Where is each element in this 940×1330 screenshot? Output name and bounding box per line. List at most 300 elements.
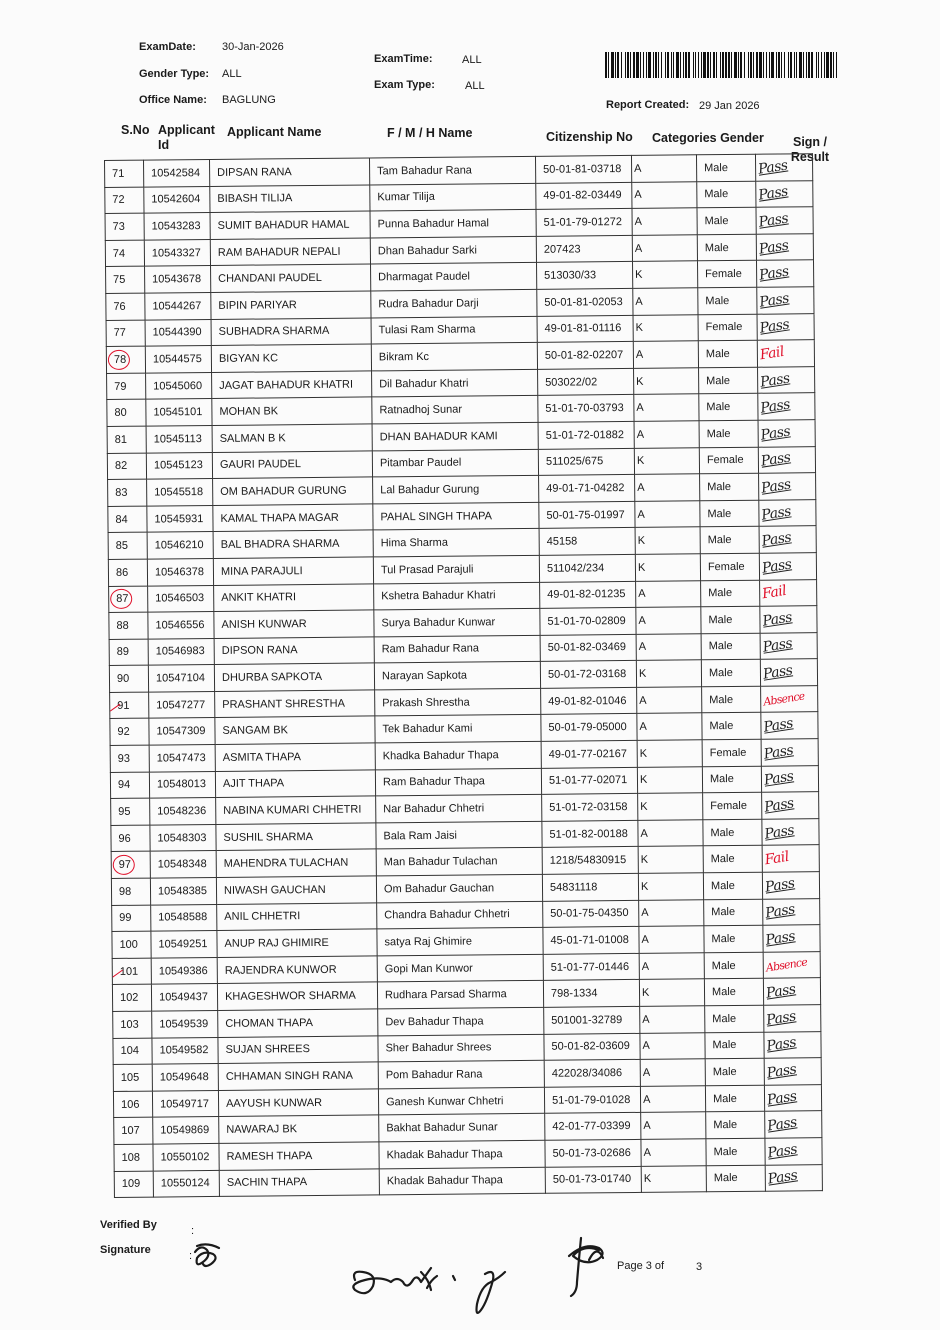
gender-cell (697, 207, 756, 234)
citizenship-cell (541, 687, 637, 715)
fmh-name-cell (370, 183, 536, 211)
category-text: K (640, 880, 649, 893)
handwritten-result: Pass (760, 556, 793, 577)
result-cell (762, 819, 819, 846)
applicant-id-text: 10545101 (153, 406, 203, 419)
report-created-value: 29 Jan 2026 (699, 100, 760, 112)
col-fmh-name: F / M / H Name (387, 126, 473, 140)
fmh-name-cell (378, 1087, 544, 1115)
gender-text: Female (707, 560, 745, 573)
gender-text: Male (712, 1039, 737, 1052)
sno-cell (113, 1038, 152, 1065)
applicant-name-cell (213, 557, 373, 585)
gender-type-value: ALL (222, 68, 242, 80)
gender-text: Male (712, 1065, 737, 1079)
citizenship-cell (543, 900, 639, 928)
applicant-name-text: KHAGESHWOR SHARMA (224, 989, 356, 1004)
gender-text: Female (705, 321, 743, 334)
citizenship-cell (539, 501, 635, 529)
fmh-name-cell (378, 1007, 544, 1035)
citizenship-text: 50-01-73-02686 (552, 1146, 631, 1160)
applicant-id-cell (153, 1117, 219, 1144)
sno-cell (114, 1117, 153, 1144)
category-text: A (642, 1066, 651, 1079)
fmh-name-cell (376, 874, 542, 902)
gender-cell (701, 606, 760, 633)
sno-cell (114, 1144, 153, 1171)
gender-text: Female (710, 799, 747, 813)
exam-time-value: ALL (462, 54, 482, 66)
sno-cell (109, 586, 148, 613)
fmh-name-text: Lal Bahadur Gurung (380, 483, 480, 497)
category-cell (640, 1006, 705, 1033)
fmh-name-text: Chandra Bahadur Chhetri (384, 908, 510, 922)
applicant-id-text: 10548348 (157, 858, 207, 871)
handwritten-result: Absence (762, 689, 806, 709)
fmh-name-text: Tul Prasad Parajuli (380, 563, 474, 577)
applicant-id-cell (151, 984, 217, 1011)
citizenship-text: 50-01-75-04350 (550, 907, 629, 921)
citizenship-cell (538, 421, 634, 449)
citizenship-cell (543, 953, 639, 981)
fmh-name-text: Prakash Shrestha (382, 696, 470, 710)
handwritten-result: Pass (759, 396, 791, 417)
citizenship-text: 513030/33 (544, 269, 597, 282)
applicant-id-text: 10544390 (152, 326, 202, 339)
category-cell (639, 899, 704, 926)
applicant-name-text: ASMITA THAPA (222, 750, 302, 764)
category-cell (632, 181, 697, 208)
exam-time-label: ExamTime: (374, 53, 433, 65)
citizenship-text: 49-01-77-02167 (548, 747, 628, 761)
result-cell (765, 1111, 822, 1138)
fmh-name-cell (377, 981, 543, 1009)
serial-number: 71 (112, 167, 125, 180)
col-applicant-name: Applicant Name (227, 125, 322, 139)
citizenship-cell (544, 1006, 640, 1034)
handwritten-result: Pass (761, 635, 794, 657)
applicant-name-text: NIWASH GAUCHAN (223, 883, 326, 897)
handwritten-result: Pass (757, 183, 789, 205)
fmh-name-text: Om Bahadur Gauchan (383, 882, 495, 896)
category-text: A (635, 348, 644, 361)
applicant-id-cell (145, 292, 211, 319)
citizenship-cell (540, 581, 636, 609)
fmh-name-text: Nar Bahadur Chhetri (383, 802, 485, 816)
applicant-id-cell (146, 372, 212, 399)
applicant-name-text: RAM BAHADUR NEPALI (217, 245, 341, 259)
gender-cell (700, 527, 759, 554)
result-cell (761, 765, 818, 792)
fmh-name-cell (374, 582, 540, 610)
fmh-name-cell (373, 555, 539, 583)
gender-text: Male (707, 534, 732, 547)
applicant-name-text: CHHAMAN SINGH RANA (225, 1069, 353, 1083)
page-indicator: Page 3 of (617, 1260, 665, 1272)
result-cell (757, 340, 814, 367)
category-text: A (637, 508, 645, 521)
gender-text: Male (711, 906, 736, 919)
applicant-id-cell (149, 745, 215, 772)
sno-cell (108, 532, 147, 559)
fmh-name-text: Kshetra Bahadur Khatri (381, 589, 496, 603)
result-cell (758, 366, 815, 393)
category-cell (636, 580, 701, 607)
category-cell (632, 235, 697, 262)
citizenship-text: 51-01-70-02809 (547, 614, 626, 628)
sno-cell (107, 373, 146, 400)
handwritten-result: Pass (763, 822, 796, 843)
gender-text: Male (704, 161, 729, 175)
category-cell (636, 607, 701, 634)
result-cell (765, 1138, 822, 1165)
applicant-id-text: 10549251 (158, 938, 208, 951)
citizenship-cell (542, 847, 638, 875)
gender-text: Male (711, 932, 736, 946)
category-cell (641, 1139, 706, 1166)
applicant-name-text: DIPSAN RANA (217, 165, 292, 179)
category-cell (637, 740, 702, 767)
serial-number: 109 (121, 1178, 141, 1191)
applicant-name-text: PRASHANT SHRESTHA (222, 697, 345, 711)
result-cell (759, 473, 816, 500)
serial-number: 76 (113, 300, 126, 313)
result-cell (762, 792, 819, 819)
citizenship-cell (538, 368, 634, 396)
fmh-name-cell (378, 1034, 544, 1062)
applicant-name-text: MOHAN BK (219, 405, 279, 419)
gender-text: Male (709, 720, 734, 733)
applicant-id-cell (147, 558, 213, 585)
applicant-name-text: NABINA KUMARI CHHETRI (223, 803, 362, 817)
result-cell (760, 606, 817, 633)
applicant-id-cell (152, 1090, 218, 1117)
applicant-id-text: 10545931 (154, 512, 204, 526)
category-cell (634, 447, 699, 474)
serial-number: 88 (116, 619, 129, 632)
gender-cell (703, 872, 762, 899)
sno-cell (107, 453, 146, 480)
handwritten-result: Pass (760, 476, 792, 497)
gender-cell (702, 713, 761, 740)
sno-cell (109, 665, 148, 692)
handwritten-result: Pass (761, 609, 793, 630)
category-text: A (637, 481, 645, 494)
applicant-id-text: 10543283 (151, 220, 201, 233)
applicant-id-text: 10548013 (156, 778, 207, 791)
applicant-id-text: 10544267 (152, 299, 202, 313)
col-categories-gender: Categories Gender (652, 131, 764, 145)
citizenship-text: 51-01-79-01272 (543, 216, 622, 229)
sno-cell (110, 745, 149, 772)
category-text: A (642, 1040, 650, 1053)
applicant-name-cell (216, 823, 376, 851)
category-cell (641, 1165, 706, 1192)
result-cell (761, 686, 818, 713)
sno-cell (110, 772, 149, 799)
category-cell (633, 314, 698, 341)
serial-number: 72 (112, 194, 125, 207)
citizenship-text: 49-01-82-03449 (543, 189, 622, 203)
citizenship-cell (542, 873, 638, 901)
fmh-name-text: Ram Bahadur Thapa (382, 775, 485, 789)
citizenship-cell (536, 209, 632, 237)
gender-cell (703, 792, 762, 819)
citizenship-text: 51-01-82-00188 (549, 827, 628, 841)
applicant-name-text: BIBASH TILIJA (217, 192, 293, 206)
sno-cell (114, 1171, 153, 1198)
result-cell (758, 420, 815, 447)
gender-cell (700, 553, 759, 580)
citizenship-text: 50-01-73-01740 (552, 1173, 632, 1187)
category-cell (638, 793, 703, 820)
gender-cell (699, 447, 758, 474)
category-text: K (637, 561, 646, 574)
gender-cell (705, 1032, 764, 1059)
applicant-id-cell (144, 159, 210, 186)
handwritten-signatures (185, 1230, 645, 1325)
citizenship-cell (542, 794, 638, 822)
handwritten-result: Pass (765, 1034, 798, 1056)
citizenship-text: 511025/675 (545, 455, 604, 469)
applicant-id-text: 10550124 (160, 1177, 210, 1190)
exam-date-value: 30-Jan-2026 (222, 41, 284, 53)
category-cell (634, 394, 699, 421)
category-cell (632, 208, 697, 235)
handwritten-result: Pass (764, 901, 796, 923)
category-text: K (643, 1173, 652, 1186)
category-text: A (638, 614, 646, 627)
category-text: K (636, 375, 644, 388)
serial-number: 82 (114, 460, 128, 473)
applicant-name-text: OM BAHADUR GURUNG (220, 484, 347, 498)
applicant-id-cell (148, 612, 214, 639)
applicant-id-cell (146, 452, 212, 479)
applicant-name-text: SUMIT BAHADUR HAMAL (217, 218, 350, 232)
fmh-name-cell (371, 263, 537, 291)
citizenship-text: 51-01-72-01882 (545, 428, 625, 442)
serial-number: 73 (112, 220, 125, 233)
sno-cell (111, 878, 150, 905)
sno-cell (106, 346, 145, 373)
category-cell (635, 474, 700, 501)
applicant-name-text: DHURBA SAPKOTA (221, 671, 323, 684)
fmh-name-cell (379, 1140, 545, 1168)
applicant-id-cell (149, 771, 215, 798)
exam-type-value: ALL (465, 80, 485, 92)
category-text: A (639, 694, 647, 707)
fmh-name-cell (375, 715, 541, 743)
applicant-name-cell (218, 1062, 378, 1090)
category-text: A (634, 242, 643, 255)
applicant-id-text: 10547277 (156, 698, 206, 712)
applicant-id-cell (153, 1170, 219, 1197)
applicant-id-text: 10545518 (154, 485, 204, 499)
exam-type-label: Exam Type: (374, 79, 435, 91)
category-cell (634, 368, 699, 395)
exam-date-label: ExamDate: (139, 41, 196, 53)
category-cell (641, 1112, 706, 1139)
gender-cell (705, 1058, 764, 1085)
citizenship-text: 798-1334 (550, 987, 598, 1000)
fmh-name-cell (374, 662, 540, 690)
fmh-name-cell (372, 369, 538, 397)
category-text: A (638, 641, 647, 654)
citizenship-cell (535, 155, 631, 183)
citizenship-text: 49-01-82-01046 (548, 694, 627, 708)
fmh-name-cell (373, 529, 539, 557)
citizenship-text: 51-01-79-01028 (551, 1093, 631, 1107)
citizenship-text: 50-01-79-05000 (548, 721, 627, 735)
fmh-name-cell (375, 688, 541, 716)
sno-cell (109, 639, 148, 666)
applicant-name-text: SALMAN B K (219, 432, 286, 445)
applicant-name-text: BAL BHADRA SHARMA (220, 537, 340, 552)
fmh-name-text: Pitambar Paudel (379, 456, 462, 470)
citizenship-cell (539, 528, 635, 556)
gender-type-label: Gender Type: (139, 68, 210, 80)
applicant-id-text: 10546503 (155, 592, 205, 605)
category-text: K (639, 774, 648, 787)
gender-text: Male (710, 879, 735, 893)
applicant-name-cell (216, 849, 376, 877)
gender-cell (697, 234, 756, 261)
sno-cell (105, 213, 144, 240)
fmh-name-text: Khadka Bahadur Thapa (382, 749, 499, 763)
fmh-name-text: Dev Bahadur Thapa (385, 1015, 484, 1029)
fmh-name-cell (372, 449, 538, 477)
applicant-name-cell (218, 1036, 378, 1064)
result-cell (759, 526, 816, 553)
citizenship-text: 51-01-70-03793 (545, 402, 624, 415)
applicant-id-cell (145, 266, 211, 293)
gender-text: Male (708, 640, 733, 653)
citizenship-cell (544, 1060, 640, 1088)
sno-cell (109, 612, 148, 639)
applicant-id-text: 10544575 (152, 353, 202, 366)
category-text: A (643, 1146, 651, 1159)
fmh-name-cell (375, 741, 541, 769)
citizenship-cell (544, 1033, 640, 1061)
citizenship-text: 49-01-81-01116 (544, 322, 622, 336)
category-text: A (634, 162, 642, 175)
applicant-id-cell (149, 718, 215, 745)
applicant-id-cell (147, 532, 213, 559)
handwritten-result: Pass (765, 1008, 797, 1029)
applicant-name-text: GAURI PAUDEL (219, 458, 302, 472)
serial-number: 95 (118, 805, 131, 818)
fmh-name-text: Ganesh Kunwar Chhetri (385, 1094, 504, 1108)
category-cell (640, 1032, 705, 1059)
gender-text: Male (706, 401, 731, 414)
verified-by-label: Verified By (100, 1219, 157, 1231)
col-applicant-id: Applicant Id (158, 123, 215, 152)
applicant-id-text: 10549386 (158, 964, 208, 978)
gender-cell (704, 925, 763, 952)
fmh-name-text: Rudra Bahadur Darji (378, 297, 479, 311)
category-text: K (635, 269, 643, 282)
applicant-name-cell (214, 637, 374, 665)
citizenship-text: 49-01-82-01235 (547, 588, 626, 602)
citizenship-cell (537, 288, 633, 316)
serial-number: 102 (119, 991, 139, 1005)
applicant-name-cell (211, 264, 371, 292)
citizenship-text: 45158 (546, 535, 578, 548)
fmh-name-text: Tek Bahadur Kami (382, 722, 473, 736)
handwritten-result: Pass (763, 795, 795, 816)
sno-cell (108, 559, 147, 586)
applicant-name-text: CHOMAN THAPA (225, 1016, 313, 1030)
serial-number: 90 (116, 672, 130, 685)
applicant-id-cell (152, 1010, 218, 1037)
fmh-name-cell (374, 608, 540, 636)
fmh-name-text: Man Bahadur Tulachan (383, 855, 498, 869)
result-cell (757, 313, 814, 340)
applicant-name-text: SUSHIL SHARMA (223, 830, 314, 844)
citizenship-text: 501001-32789 (551, 1013, 623, 1027)
sno-cell (107, 426, 146, 453)
sno-cell (111, 852, 150, 879)
applicant-name-cell (217, 982, 377, 1010)
sno-cell (107, 399, 146, 426)
applicant-id-text: 10547309 (156, 725, 206, 738)
applicant-name-text: ANKIT KHATRI (221, 591, 297, 605)
applicant-name-cell (213, 477, 373, 505)
fmh-name-text: Bakhat Bahadur Sunar (386, 1121, 498, 1135)
handwritten-result: Pass (760, 502, 792, 524)
sno-cell (112, 984, 151, 1011)
applicant-name-cell (218, 1009, 378, 1037)
category-cell (635, 501, 700, 528)
applicant-name-cell (219, 1168, 379, 1196)
applicant-id-cell (146, 425, 212, 452)
gender-cell (698, 287, 757, 314)
serial-number: 87 (116, 593, 129, 606)
result-cell (764, 1005, 821, 1032)
handwritten-result: Pass (760, 529, 793, 550)
category-text: A (634, 189, 642, 202)
citizenship-text: 49-01-71-04282 (546, 481, 625, 495)
applicant-name-text: ANISH KUNWAR (221, 617, 307, 631)
result-cell (756, 180, 813, 207)
applicant-name-cell (217, 956, 377, 984)
fmh-name-text: Bikram Kc (378, 350, 430, 364)
applicant-name-text: RAJENDRA KUNWOR (224, 963, 337, 977)
category-cell (638, 873, 703, 900)
sno-cell (106, 266, 145, 293)
sno-cell (112, 931, 151, 958)
citizenship-text: 50-01-72-03168 (547, 668, 627, 681)
category-text: A (635, 295, 643, 308)
applicant-name-text: SANGAM BK (222, 724, 288, 738)
result-cell (755, 154, 812, 181)
applicant-name-cell (210, 185, 370, 213)
applicant-id-cell (147, 479, 213, 506)
applicant-id-cell (145, 346, 211, 373)
citizenship-cell (545, 1113, 641, 1141)
serial-number: 98 (118, 885, 132, 898)
report-created-label: Report Created: (606, 99, 690, 111)
fmh-name-cell (376, 848, 542, 876)
gender-cell (702, 686, 761, 713)
applicant-name-cell (217, 903, 377, 931)
applicant-name-text: BIGYAN KC (218, 352, 279, 365)
gender-text: Male (713, 1172, 738, 1185)
gender-cell (699, 420, 758, 447)
applicant-id-cell (146, 399, 212, 426)
fmh-name-text: Gopi Man Kunwor (384, 962, 473, 975)
handwritten-result: Pass (766, 1167, 799, 1188)
